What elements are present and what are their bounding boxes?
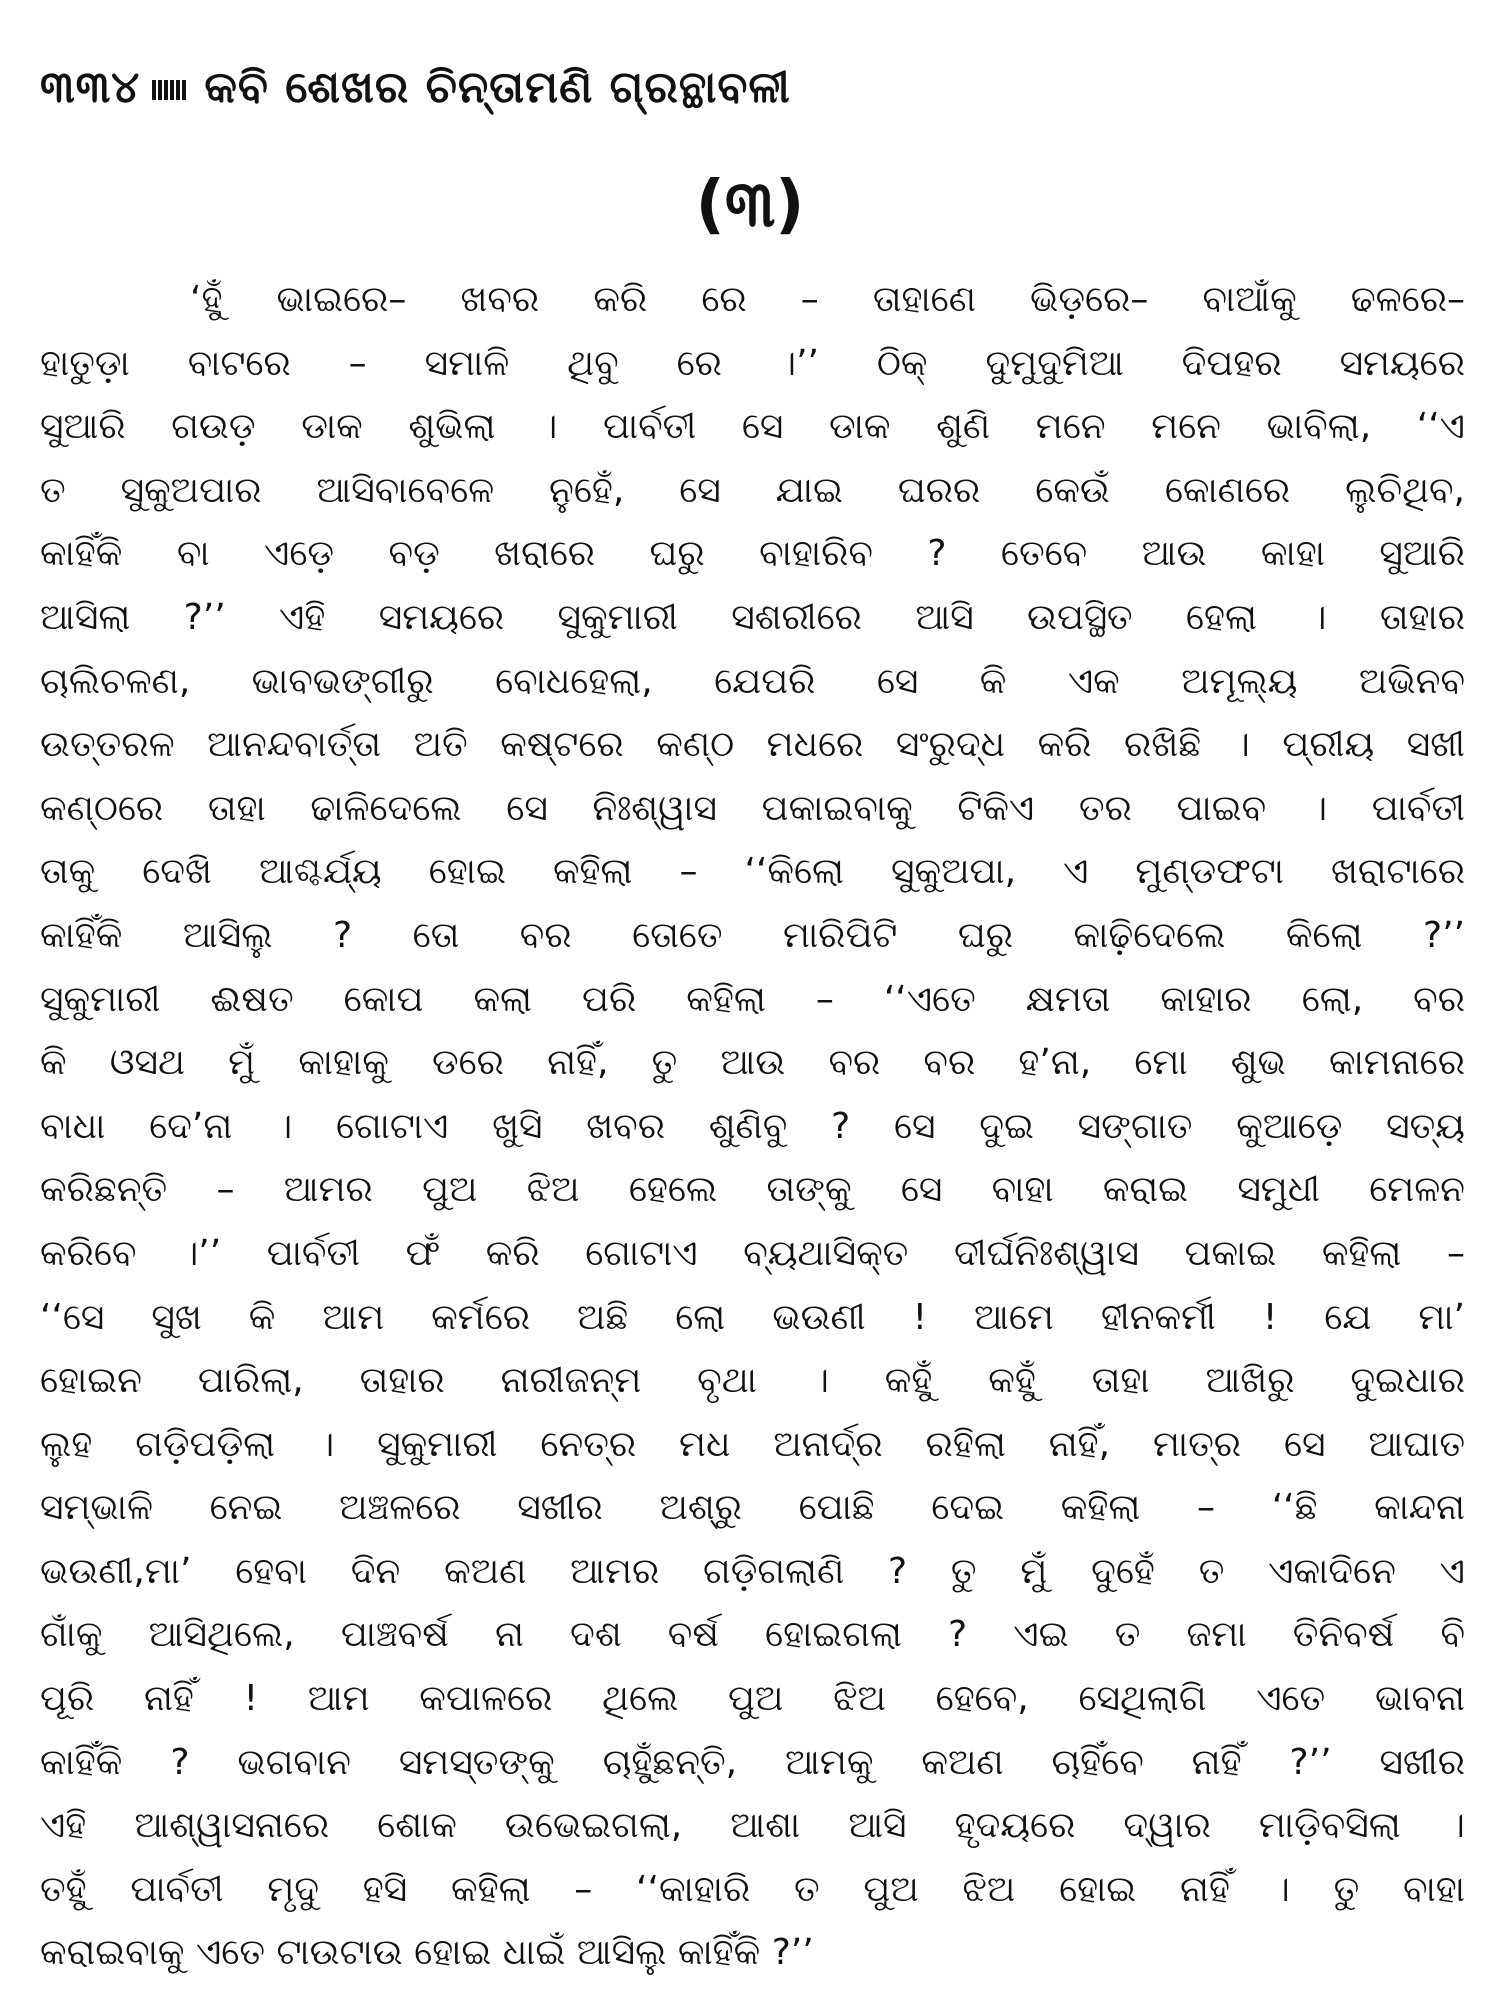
chapter-number: (୩)	[695, 168, 805, 242]
text-line: ତ ସୁକୁଅପାର ଆସିବାବେଳେ ନୁହେଁ, ସେ ଯାଇ ଘରର କେଉଁ କୋଣରେ ଲୁଚିଥିବ,	[40, 469, 1465, 511]
separator-mark	[152, 80, 186, 100]
text-line: ସୁଆରି ଗଉଡ଼ ଡାକ ଶୁଭିଲା । ପାର୍ବତୀ ସେ ଡାକ ଶୁଣି ମନେ ମନେ ଭାବିଲା, ‘‘ଏ	[40, 406, 1465, 448]
text-line: କି ଓସଥ ମୁଁ କାହାକୁ ଡରେ ନାହିଁ, ତୁ ଆଉ ବର ବର ହ’ନା, ମୋ ଶୁଭ କାମନାରେ	[40, 1042, 1465, 1084]
text-line: ଗାଁକୁ ଆସିଥିଲେ, ପାଞ୍ଚବର୍ଷ ନା ଦଶ ବର୍ଷ ହୋଇଗଲା ? ଏଇ ତ ଜମା ତିନିବର୍ଷ ବି	[40, 1614, 1465, 1656]
text-line: ଏହି ଆଶ୍ୱାସନାରେ ଶୋକ ଉଭେଇଗଲା, ଆଶା ଆସି ହୃଦୟରେ ଦ୍ୱାର ମାଡ଼ିବସିଲା ।	[40, 1805, 1465, 1847]
text-line: ହୋଇନ ପାରିଲା, ତାହାର ନାରୀଜନ୍ମ ବୃଥା । କହୁଁ କହୁଁ ତାହା ଆଖିରୁ ଦୁଇଧାର	[40, 1360, 1465, 1402]
text-line: କାହିଁକି ବା ଏଡ଼େ ବଡ଼ ଖରାରେ ଘରୁ ବାହାରିବ ? ତେବେ ଆଉ କାହା ସୁଆରି	[40, 533, 1465, 575]
text-line: ଭଉଣୀ,ମା’ ହେବା ଦିନ କଅଣ ଆମର ଗଡ଼ିଗଲାଣି ? ତୁ ମୁଁ ଦୁହେଁ ତ ଏକାଦିନେ ଏ	[40, 1550, 1465, 1592]
text-line: ସମ୍ଭାଳି ନେଇ ଅଞ୍ଚଳରେ ସଖୀର ଅଶ୍ରୁ ପୋଛି ଦେଇ କହିଲା – ‘‘ଛି କାନ୍ଦନା	[40, 1487, 1465, 1529]
text-line: ହାତୁଡ଼ା ବାଟରେ – ସମାଳି ଥିବୁ ରେ ।’’ ଠିକ୍ ଦୁମୁଦୁମିଆ ଦିପହର ସମୟରେ	[40, 342, 1465, 384]
text-line: କରିବେ ।’’ ପାର୍ବତୀ ଫଁ କରି ଗୋଟାଏ ବ୍ୟଥାସିକ୍ତ ଦୀର୍ଘନିଃଶ୍ୱାସ ପକାଇ କହିଲା –	[40, 1232, 1465, 1274]
text-line: ଚାଲିଚଳଣ, ଭାବଭଙ୍ଗୀରୁ ବୋଧହେଲା, ଯେପରି ସେ କି ଏକ ଅମୂଲ୍ୟ ଅଭିନବ	[40, 660, 1465, 702]
text-line: କାହିଁକି ? ଭଗବାନ ସମସ୍ତଙ୍କୁ ଚାହୁଁଛନ୍ତି, ଆମକୁ କଅଣ ଚାହିଁବେ ନାହିଁ ?’’ ସଖୀର	[40, 1741, 1465, 1783]
text-line: ଆସିଲା ?’’ ଏହି ସମୟରେ ସୁକୁମାରୀ ସଶରୀରେ ଆସି ଉପସ୍ଥିତ ହେଲା । ତାହାର	[40, 596, 1465, 638]
text-line: ବାଧା ଦେ’ନା । ଗୋଟାଏ ଖୁସି ଖବର ଶୁଣିବୁ ? ସେ ଦୁଇ ସଙ୍ଗାତ କୁଆଡ଼େ ସତ୍ୟ	[40, 1105, 1465, 1147]
text-line: କରାଇବାକୁ ଏତେ ଟାଉଟାଉ ହୋଇ ଧାଇଁ ଆସିଲୁ କାହିଁକି ?’’	[40, 1932, 814, 1974]
text-line: ପୂରି ନାହିଁ ! ଆମ କପାଳରେ ଥିଲେ ପୁଅ ଝିଅ ହେବେ, ସେଥିଲାଗି ଏତେ ଭାବନା	[40, 1678, 1465, 1720]
body-text	[40, 268, 1465, 1985]
text-line: ଉତ୍ତରଳ ଆନନ୍ଦବାର୍ତ୍ତା ଅତି କଷ୍ଟରେ କଣ୍ଠ ମଧରେ ସଂରୁଦ୍ଧ କରି ରଖିଛି । ପ୍ରୀୟ ସଖୀ	[40, 724, 1465, 766]
text-line: ଲୁହ ଗଡ଼ିପଡ଼ିଲା । ସୁକୁମାରୀ ନେତ୍ର ମଧ ଅନାର୍ଦ୍ର ରହିଲା ନାହିଁ, ମାତ୍ର ସେ ଆଘାତ	[40, 1423, 1465, 1465]
page-number: ୩୩୪	[40, 62, 141, 113]
book-title: କବି ଶେଖର ଚିନ୍ତାମଣି ଗ୍ରନ୍ଥାବଳୀ	[204, 62, 791, 113]
text-line: ‘‘ସେ ସୁଖ କି ଆମ କର୍ମରେ ଅଛି ଲୋ ଭଉଣୀ ! ଆମେ ହୀନକର୍ମୀ ! ଯେ ମା’	[40, 1296, 1465, 1338]
text-line: ତାକୁ ଦେଖି ଆଶ୍ଚର୍ଯ୍ୟ ହୋଇ କହିଲା – ‘‘କିଲୋ ସୁକୁଅପା, ଏ ମୁଣ୍ଡଫଟା ଖରାଟାରେ	[40, 851, 1465, 893]
text-line: କରିଛନ୍ତି – ଆମର ପୁଅ ଝିଅ ହେଲେ ତାଙ୍କୁ ସେ ବାହା କରାଇ ସମୁଧୀ ମେଳନ	[40, 1169, 1465, 1211]
text-line: କାହିଁକି ଆସିଲୁ ? ତୋ ବର ତୋତେ ମାରିପିଟି ଘରୁ କାଢ଼ିଦେଲେ କିଲୋ ?’’	[40, 914, 1465, 956]
text-line: ତହୁଁ ପାର୍ବତୀ ମୃଦୁ ହସି କହିଲା – ‘‘କାହାରି ତ ପୁଅ ଝିଅ ହୋଇ ନାହିଁ । ତୁ ବାହା	[40, 1868, 1465, 1910]
running-header	[40, 62, 791, 113]
text-line: ସୁକୁମାରୀ ଈଷତ କୋପ କଲା ପରି କହିଲା – ‘‘ଏତେ କ୍ଷମତା କାହାର ଲୋ, ବର	[40, 978, 1465, 1020]
text-line: ‘ହୁଁ ଭାଇରେ– ଖବର କରି ରେ – ତାହାଣେ ଭିଡ଼ରେ– ବାଆଁକୁ ଢଳରେ–	[190, 279, 1465, 320]
text-line: କଣ୍ଠରେ ତାହା ଢାଳିଦେଲେ ସେ ନିଃଶ୍ୱାସ ପକାଇବାକୁ ଟିକିଏ ତର ପାଇବ । ପାର୍ବତୀ	[40, 787, 1465, 829]
